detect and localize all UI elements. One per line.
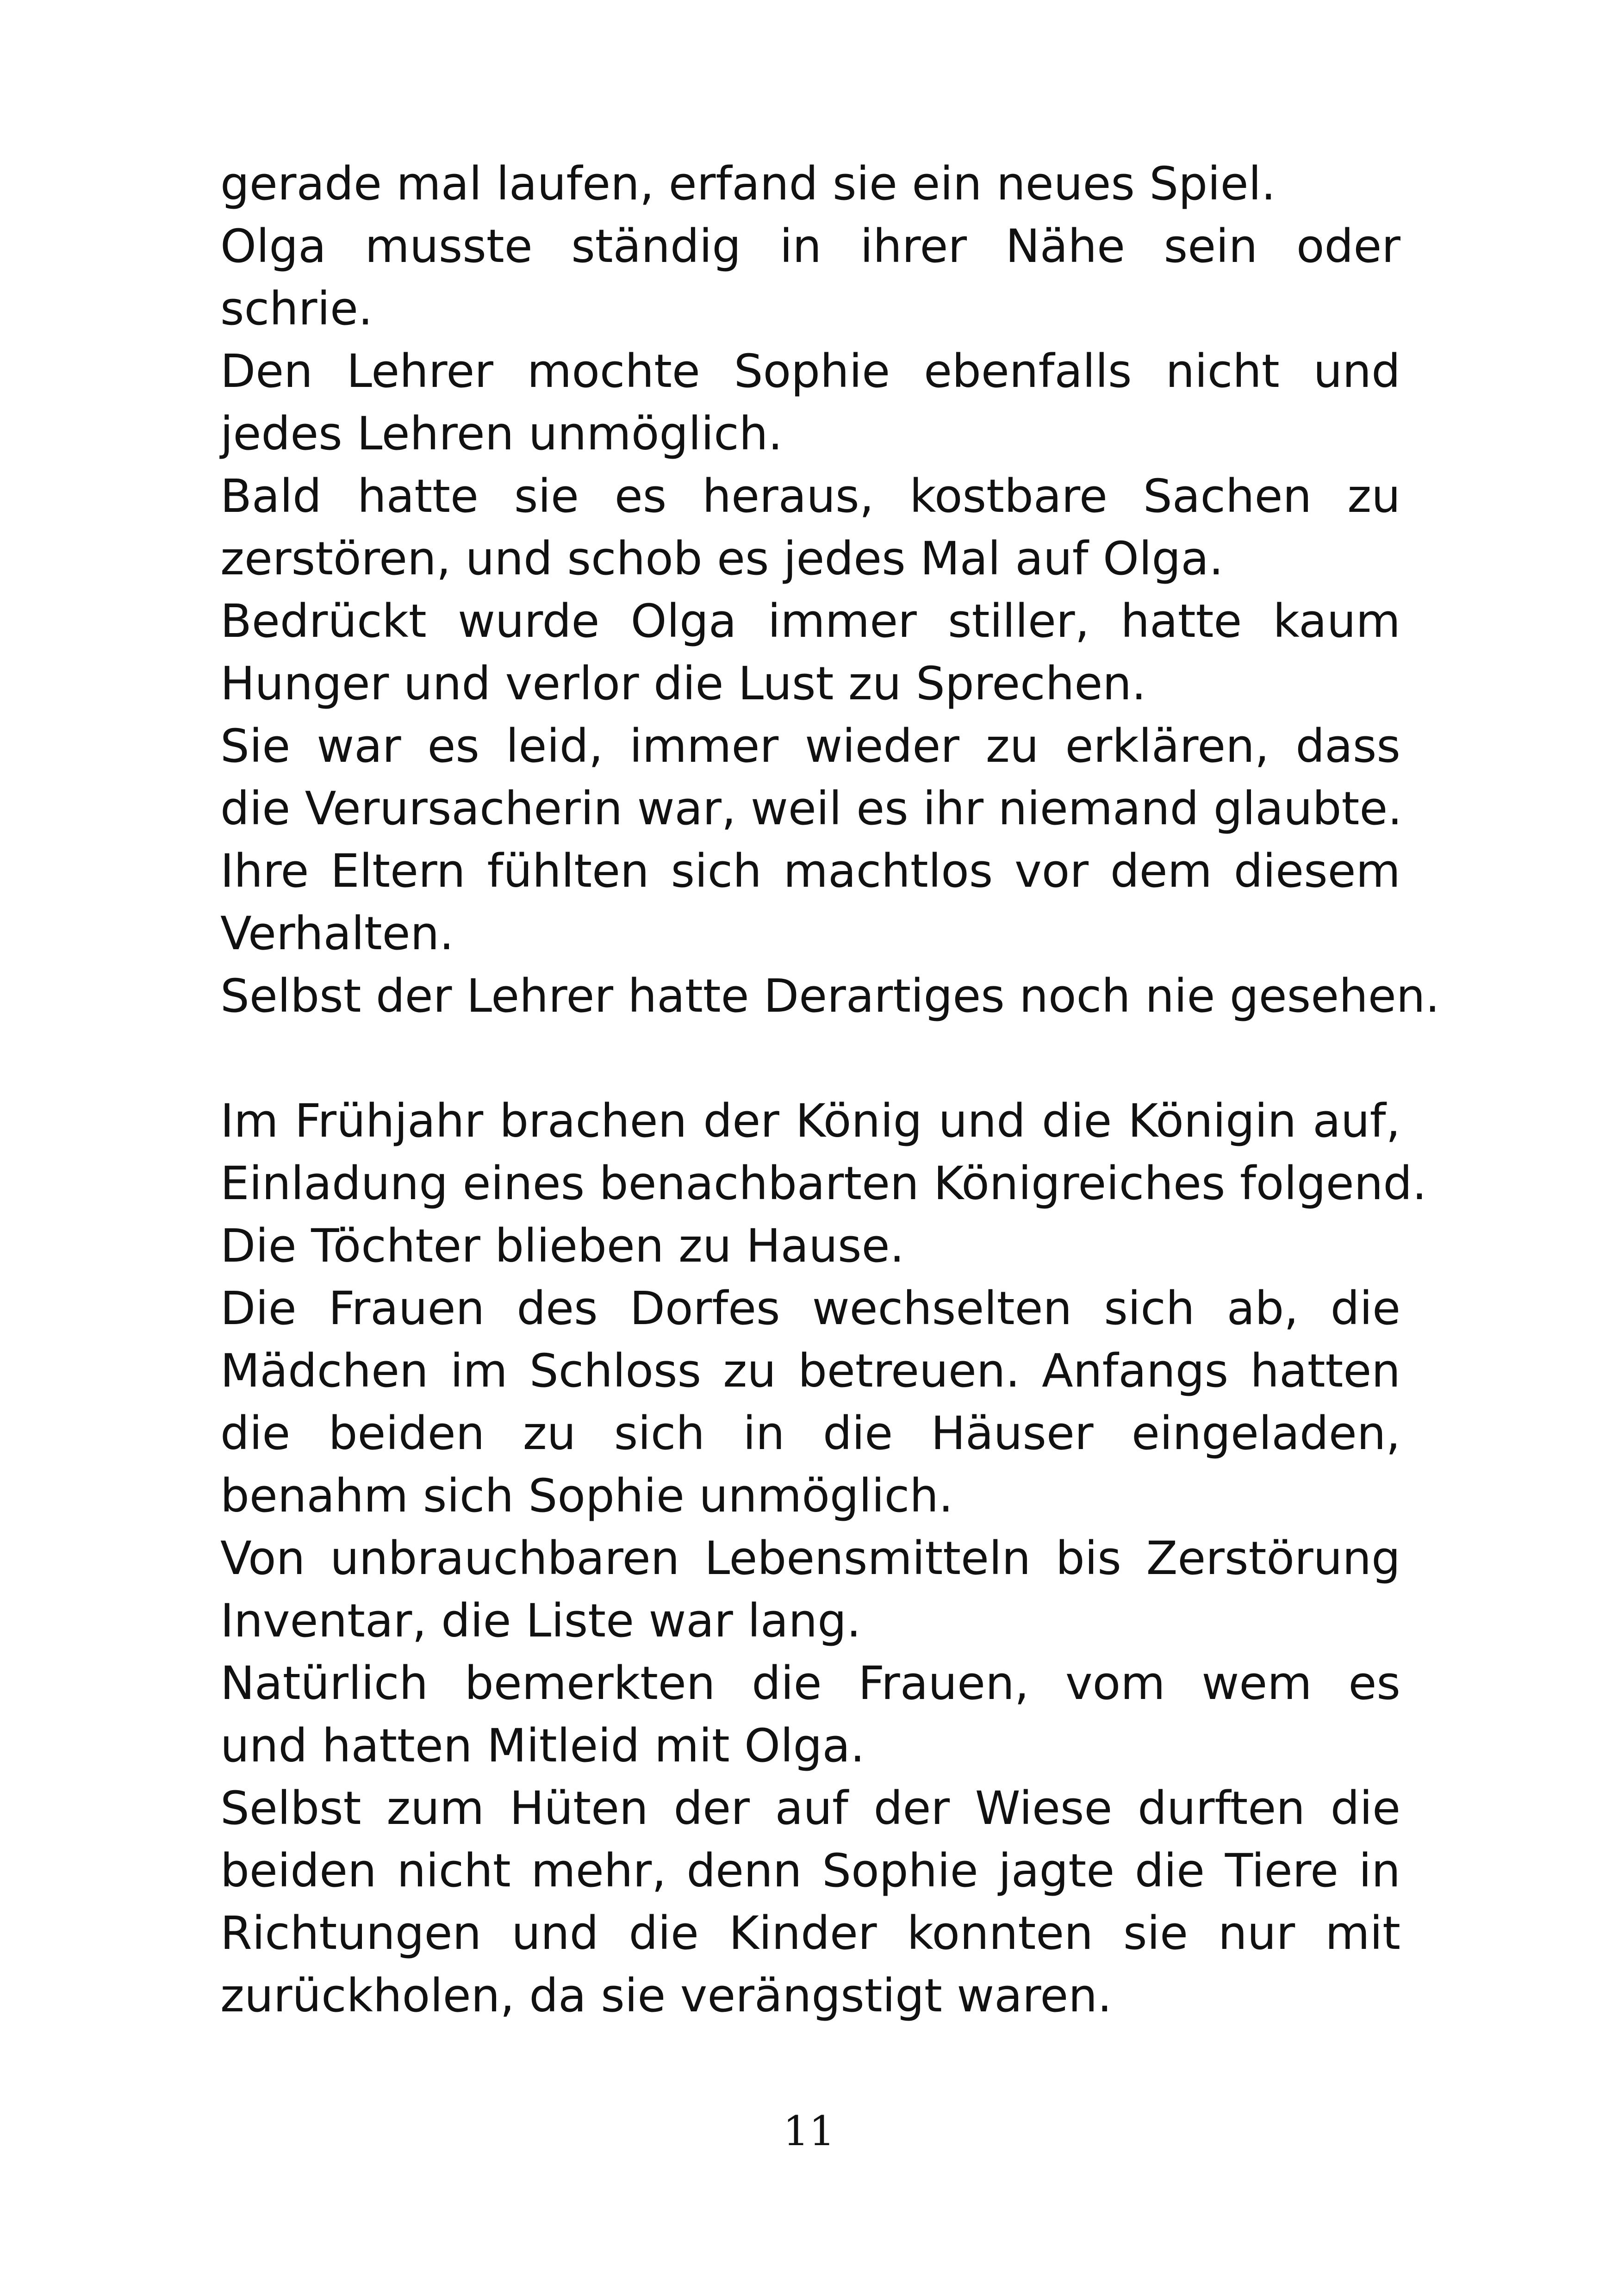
text-line: Die Frauen des Dorfes wechselten sich ab, die [220,1282,1400,1335]
text-line: beiden nicht mehr, denn Sophie jagte die Tiere in [220,1844,1400,1898]
text-line: Die Töchter blieben zu Hause. [220,1220,904,1273]
text-line: Ihre Eltern fühlten sich machtlos vor dem diesem [220,845,1400,898]
text-line: jedes Lehren unmöglich. [220,407,783,460]
text-line: Mädchen im Schloss zu betreuen. Anfangs hatten [220,1344,1400,1398]
text-line: Im Frühjahr brachen der König und die Königin auf, [220,1095,1400,1148]
text-line: Von unbrauchbaren Lebensmitteln bis Zerstörung [220,1532,1400,1585]
text-line: und hatten Mitleid mit Olga. [220,1719,865,1773]
text-line: gerade mal laufen, erfand sie ein neues Spiel. [220,157,1276,211]
text-line: zerstören, und schob es jedes Mal auf Olga. [220,532,1224,585]
text-line: benahm sich Sophie unmöglich. [220,1469,953,1523]
text-line: die Verursacherin war, weil es ihr niemand glaubte. [220,782,1402,835]
page-number: 11 [783,2107,835,2155]
text-line: Olga musste ständig in ihrer Nähe sein oder [220,220,1400,273]
text-line: Sie war es leid, immer wieder zu erklären, dass [220,720,1400,773]
text-line: Richtungen und die Kinder konnten sie nur mit [220,1907,1400,1960]
text-line: schrie. [220,282,373,336]
text-line: Inventar, die Liste war lang. [220,1594,861,1648]
text-line: Bald hatte sie es heraus, kostbare Sachen zu [220,470,1400,523]
text-line: Natürlich bemerkten die Frauen, vom wem es [220,1657,1400,1710]
text-line: Hunger und verlor die Lust zu Sprechen. [220,657,1146,710]
paragraph-gap [220,1027,1400,1090]
text-line: Bedrückt wurde Olga immer stiller, hatte kaum [220,595,1400,648]
text-line: Verhalten. [220,907,454,960]
text-line: Den Lehrer mochte Sophie ebenfalls nicht und [220,345,1400,398]
text-line: Einladung eines benachbarten Königreiches folgend. [220,1157,1427,1210]
text-line: Selbst zum Hüten der auf der Wiese durften die [220,1782,1400,1835]
body-text [220,153,1440,2027]
text-line: zurückholen, da sie verängstigt waren. [220,1969,1112,2022]
text-line: die beiden zu sich in die Häuser eingeladen, [220,1407,1400,1460]
text-line: Selbst der Lehrer hatte Derartiges noch nie gesehen. [220,970,1440,1023]
